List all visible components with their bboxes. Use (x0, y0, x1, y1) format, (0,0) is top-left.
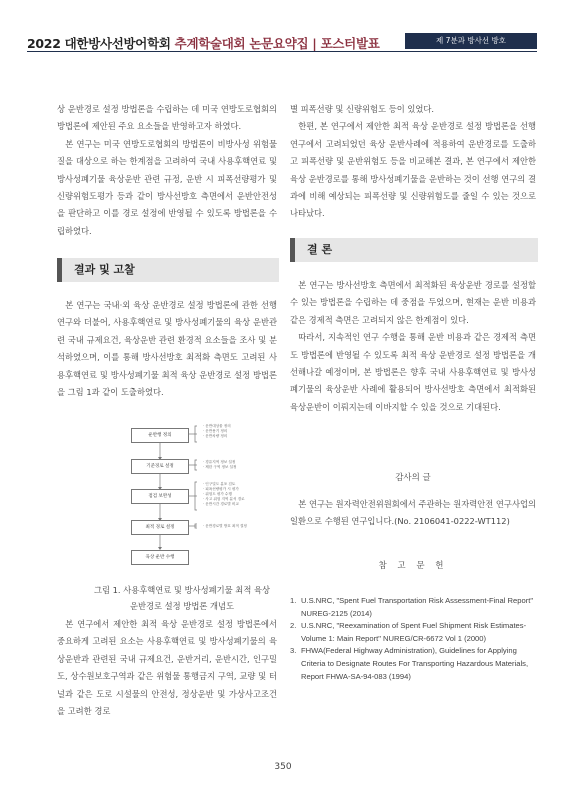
references-title: 참 고 문 헌 (378, 561, 448, 571)
acknowledgement-title: 감사의 글 (395, 473, 431, 483)
reference-number: 2. (290, 621, 297, 631)
page-number: 350 (274, 762, 292, 772)
reference-text: U.S.NRC, "Spent Fuel Transportation Risk Assessment-Final Report" NUREG-2125 (2014) (301, 596, 534, 618)
figure-note-group (203, 524, 247, 529)
paragraph: 본 연구는 미국 연방도로협회의 방법론이 비방사성 위험물질을 대상으로 하는 한계점을 고려하여 국내 사용후핵연료 및 방사성폐기물 육상운반 관련 규정, 운반 시 피폭선량평가 및 신량위험도평가 등과 같이 방사선방호 측면에서 운반안전성을 판단하고 이를 경로 설정에 반영될 수 있도록 방법론을 수립하였다. (57, 138, 277, 236)
figure-note: · 인구밀도 분포 검토 (203, 482, 236, 486)
reference-item (290, 595, 536, 620)
header-prefix: 2022 대한방사선방어학회 (27, 36, 171, 51)
paragraph: 별 피폭선량 및 신량위험도 등이 있었다. (290, 104, 435, 114)
figure-note: · 운반시간 경로별 비교 (203, 502, 239, 506)
paragraph: 한편, 본 연구에서 제안한 최적 육상 운반경로 설정 방법론을 선행 연구에서 고려되었던 육상 운반사례에 적용하여 운반경로를 도출하고 피폭선량 및 운반위험도 등을 비교해본 결과, 본 연구에서 제안한 육상 운반경로를 통해 방사성폐기물을 운반하는 것이 선행 연구의 결과에 비해 예상되는 피폭선량 및 신량위험도를 줄일 수 있는 것으로 나타났다. (290, 121, 536, 219)
header-title (27, 34, 380, 52)
paragraph: 따라서, 지속적인 연구 수행을 통해 운반 비용과 같은 경제적 측면도 방법론에 반영될 수 있도록 최적 육상 운반경로 설정 방법론을 개선해나갈 예정이며, 본 방법론은 향후 국내 사용후핵연료 및 방사성폐기물의 육상운반 사례에 활용되어 방사선방호 측면에서 최적화된 육상운반이 이뤄지는데 이바지할 수 있을 것으로 기대된다. (290, 332, 536, 412)
paragraph: 본 연구는 방사선방호 측면에서 최적화된 육상운반 경로를 설정할 수 있는 방법론을 수립하는 데 중점을 두었으며, 현재는 운반 비용과 같은 경제적 측면은 고려되지 않은 한계점이 있다. (290, 280, 536, 325)
reference-text: FHWA(Federal Highway Administration), Guidelines for Applying Criteria to Designate Routes For Transporting Hazardous Materials, Report FHWA-SA-94-083 (1994) (301, 646, 529, 681)
figure-node: 운반행 정의 (131, 428, 189, 443)
paragraph: 본 연구는 국내·외 육상 운반경로 설정 방법론에 관한 선행 연구와 더불어, 사용후핵연료 및 방사성폐기물의 육상 운반관련 국내 규제요건, 육상운반 관련 환경적 요소들을 조사 및 분석하였으며, 이를 통해 방사선방호 최적화 측면도 고려된 사용후핵연료 및 방사성폐기물 최적 육상 운반경로 설정 방법론을 그림 1과 같이 도출하였다. (57, 300, 277, 398)
header-rule (27, 51, 537, 52)
section-heading-results: 결과 및 고찰 (57, 258, 279, 282)
figure-node: 점검 보완성 (131, 489, 189, 504)
paragraph: 본 연구는 원자력안전위원회에서 주관하는 원자력안전 연구사업의 일환으로 수행된 연구입니다.(No. 2106041-0222-WT112) (290, 499, 536, 527)
figure-caption-line: 그림 1. 사용후핵연료 및 방사성폐기물 최적 육상 (93, 585, 271, 595)
figure-note-group (203, 460, 236, 470)
reference-item (290, 620, 536, 645)
right-conclusion (290, 277, 536, 416)
reference-item (290, 645, 536, 683)
section-heading-conclusion: 결 론 (290, 238, 538, 262)
reference-number: 3. (290, 646, 297, 656)
figure-note: · 피폭선량평가 시 평가 (203, 487, 239, 491)
left-results (57, 297, 277, 401)
figure-note-group (203, 424, 231, 439)
figure-node: 최적 경로 설정 (131, 520, 189, 535)
section-badge: 제 7분과 방사선 방호 (405, 33, 537, 49)
paragraph: 상 운반경로 설정 방법론을 수립하는 데 미국 연방도로협회의 방법론에 제안된 주요 요소들을 반영하고자 하였다. (57, 104, 277, 132)
figure-node: 기준경로 설정 (131, 459, 189, 474)
figure-note: · 사고 위험 지역 분석 경로 (203, 497, 245, 501)
figure-caption (67, 582, 297, 614)
figure-note: · 제한 구역 정보 설정 (203, 465, 237, 469)
references-list (290, 595, 536, 683)
figure-caption-line: 운반경로 설정 방법론 개념도 (129, 601, 235, 611)
figure-note: · 운반차량 정의 (203, 434, 228, 438)
header-accent: 추계학술대회 논문요약집 | 포스터발표 (170, 36, 380, 51)
figure-note: · 경유지역 정보 설정 (203, 460, 236, 464)
left-intro (57, 101, 277, 240)
figure-note: · 운반대상물 정의 (203, 424, 231, 428)
figure-note: · 운반용기 정의 (203, 429, 228, 433)
reference-number: 1. (290, 596, 297, 605)
acknowledgement-body (290, 496, 536, 531)
figure-note: · 운반경로별 방호 최적 결정 (203, 524, 247, 528)
reference-text: U.S.NRC, "Reexamination of Spent Fuel Shipment Risk Estimates-Volume 1: Main Report" NUREG/CR-6672 Vol 1 (2000) (301, 621, 527, 643)
left-closing (57, 616, 277, 720)
methodology-figure (117, 424, 257, 568)
figure-node: 육상 운반 수행 (131, 550, 189, 565)
paragraph: 본 연구에서 제안한 최적 육상 운반경로 설정 방법론에서 중요하게 고려된 요소는 사용후핵연료 및 방사성폐기물의 육상운반과 관련된 국내 규제요건, 운반거리, 운반시간, 인구밀도, 상수원보호구역과 같은 위험물 통행금지 구역, 교량 및 터널과 같은 도로 시설물의 안전성, 정상운반 및 가상사고조건을 고려한 경로 (57, 619, 277, 717)
right-top (290, 101, 536, 223)
figure-note-group (203, 482, 245, 507)
figure-note: · 위험도 평가 수행 (203, 492, 232, 496)
